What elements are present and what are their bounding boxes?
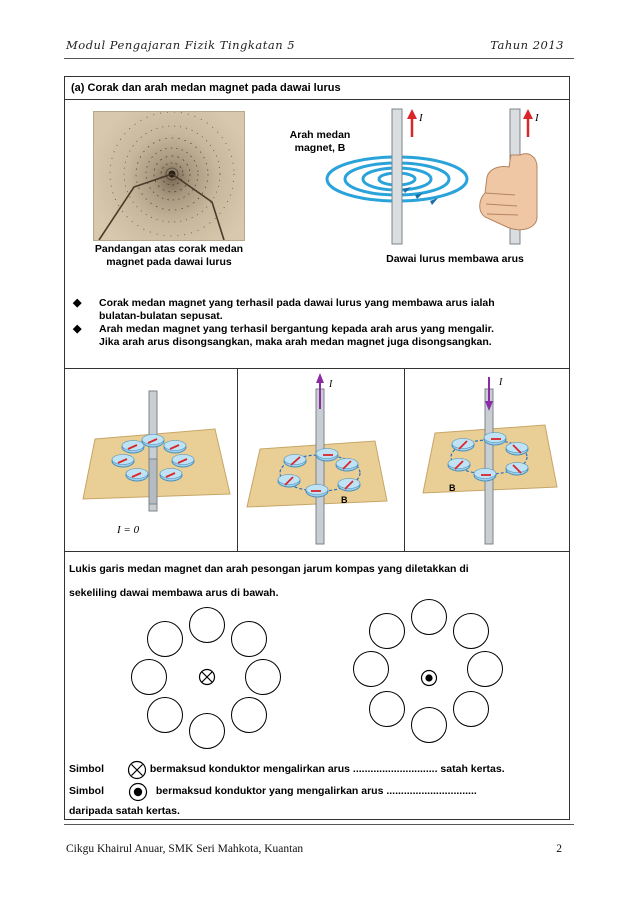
section-a-title: (a) Corak dan arah medan magnet pada dawai lurus (71, 82, 341, 94)
photo-caption (79, 243, 259, 269)
header-module-title: Modul Pengajaran Fizik Tingkatan 5 (66, 38, 296, 52)
photo-caption-line2: magnet pada dawai lurus (106, 256, 232, 268)
compass-circle (453, 691, 489, 727)
current-up-arrow-icon (316, 373, 324, 383)
photo-caption-line1: Pandangan atas corak medan (94, 243, 244, 255)
diamond-bullet-icon: ◆ (73, 323, 82, 335)
footer-author: Cikgu Khairul Anuar, SMK Seri Mahkota, Kuantan (66, 843, 304, 855)
wire-field-diagram (315, 107, 565, 247)
worksheet-frame (64, 76, 570, 820)
wire-caption: Dawai lurus membawa arus (386, 253, 524, 265)
compass-circle (353, 651, 389, 687)
bullet-item-1: ◆ Corak medan magnet yang terhasil pada dawai lurus yang membawa arus ialah bulatan-bulatan sepusat. (73, 297, 495, 322)
compass-circle (467, 651, 503, 687)
compass-circle (453, 613, 489, 649)
field-label-line2: magnet, B (294, 142, 346, 154)
title-divider (65, 99, 569, 100)
diamond-bullet-icon: ◆ (73, 297, 82, 309)
compass-circle (189, 713, 225, 749)
current-arrow-icon (407, 109, 417, 119)
symbol-sentence-2: Simbol bermaksud konduktor yang mengalirkan arus ............................... (69, 785, 477, 797)
into-page-conductor-icon (198, 668, 216, 686)
compass-circle (369, 691, 405, 727)
hand-current-label: I (535, 112, 539, 124)
into-page-symbol-icon (127, 760, 147, 780)
compass-circle (147, 697, 183, 733)
bullet-item-2: ◆ Arah medan magnet yang terhasil bergantung kepada arah arus yang mengalir. Jika arah arus disongsangkan, maka arah medan magnet juga disongsangkan. (73, 323, 495, 348)
right-hand-icon (480, 154, 537, 230)
current-label: I (419, 112, 423, 124)
header-rule (64, 58, 574, 59)
out-of-page-conductor-icon (420, 669, 438, 687)
compass-circle (189, 607, 225, 643)
compass-panel-current-down (423, 377, 557, 544)
compass-circle (411, 707, 447, 743)
compass-circle (231, 621, 267, 657)
hand-current-arrow-icon (523, 109, 533, 119)
header-year: Tahun 2013 (490, 38, 564, 52)
panel2-field-label: B (341, 495, 348, 505)
panel3-field-label: B (449, 483, 456, 493)
compass-circle (411, 599, 447, 635)
out-of-page-symbol-icon (127, 782, 149, 802)
compass-circle (131, 659, 167, 695)
section-divider-2 (65, 551, 569, 552)
compass-circle (245, 659, 281, 695)
panel2-current-label: I (329, 379, 333, 390)
iron-filings-photo (93, 111, 245, 241)
compass-circle (231, 697, 267, 733)
panel3-current-label: I (499, 377, 503, 388)
field-label-line1: Arah medan (289, 129, 351, 141)
iron-filings-pattern (94, 112, 244, 240)
compass-circle (369, 613, 405, 649)
symbol-sentence-1: Simbol bermaksud konduktor mengalirkan arus ............................. satah kertas. (69, 763, 505, 775)
straight-wire (392, 109, 402, 244)
compass-panel-current-up (247, 373, 387, 544)
compass-circle (147, 621, 183, 657)
compass-panels (65, 369, 569, 551)
no-current-label: I = 0 (117, 524, 140, 536)
footer-rule (64, 824, 574, 825)
bullet-list (69, 297, 561, 349)
symbol-sentence-2-continued: daripada satah kertas. (69, 805, 180, 817)
exercise-instruction: Lukis garis medan magnet dan arah pesongan jarum kompas yang diletakkan di sekeliling dawai membawa arus di bawah. (69, 563, 469, 599)
page-number: 2 (556, 843, 562, 855)
compass-panel-no-current (83, 391, 230, 536)
